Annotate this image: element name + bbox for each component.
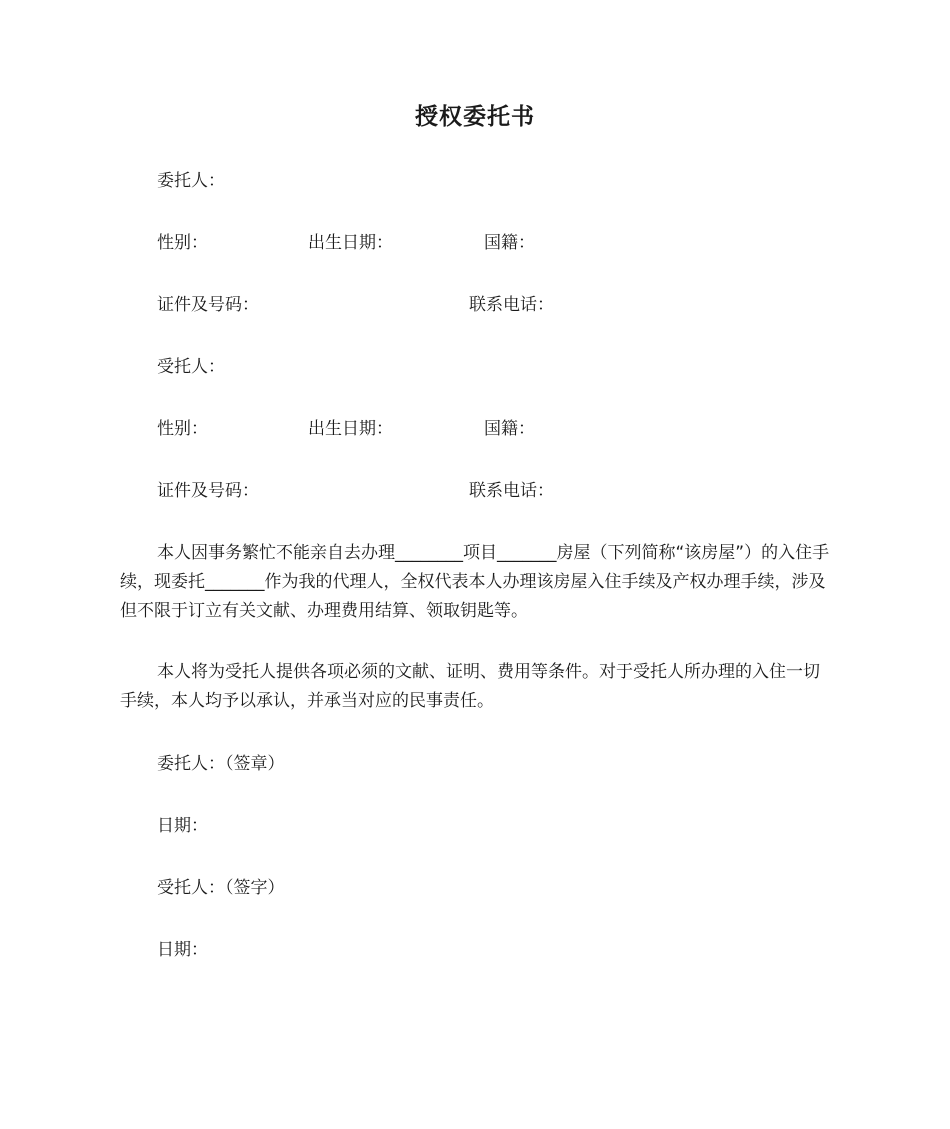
principal-phone-label: 联系电话：: [469, 295, 554, 315]
agent-birthdate-label: 出生日期：: [308, 419, 393, 439]
agent-signature-line: 受托人：（签字）: [157, 878, 285, 898]
agent-phone-label: 联系电话：: [469, 481, 554, 501]
principal-heading: 委托人：: [157, 171, 225, 191]
document-title: 授权委托书: [415, 104, 535, 130]
agent-gender-label: 性别：: [157, 419, 208, 439]
agent-date-line: 日期：: [157, 940, 208, 960]
principal-birthdate-label: 出生日期：: [308, 233, 393, 253]
principal-signature-line: 委托人：（签章）: [157, 754, 285, 774]
principal-date-line: 日期：: [157, 816, 208, 836]
agent-id-label: 证件及号码：: [157, 481, 259, 501]
principal-gender-label: 性别：: [157, 233, 208, 253]
responsibility-paragraph: 本人将为受托人提供各项必须的文献、证明、费用等条件。对于受托人所办理的入住一切手续，本人均予以承认，并承当对应的民事责任。: [120, 662, 820, 711]
principal-nationality-label: 国籍：: [484, 233, 535, 253]
agent-nationality-label: 国籍：: [484, 419, 535, 439]
authorization-paragraph: 本人因事务繁忙不能亲自去办理________项目_______房屋（下列简称“该房屋”）的入住手续，现委托_______作为我的代理人，全权代表本人办理该房屋入住手续及产权办理手续，涉及但不限于订立有关文献、办理费用结算、领取钥匙等。: [120, 543, 830, 621]
principal-id-label: 证件及号码：: [157, 295, 259, 315]
agent-heading: 受托人：: [157, 357, 225, 377]
